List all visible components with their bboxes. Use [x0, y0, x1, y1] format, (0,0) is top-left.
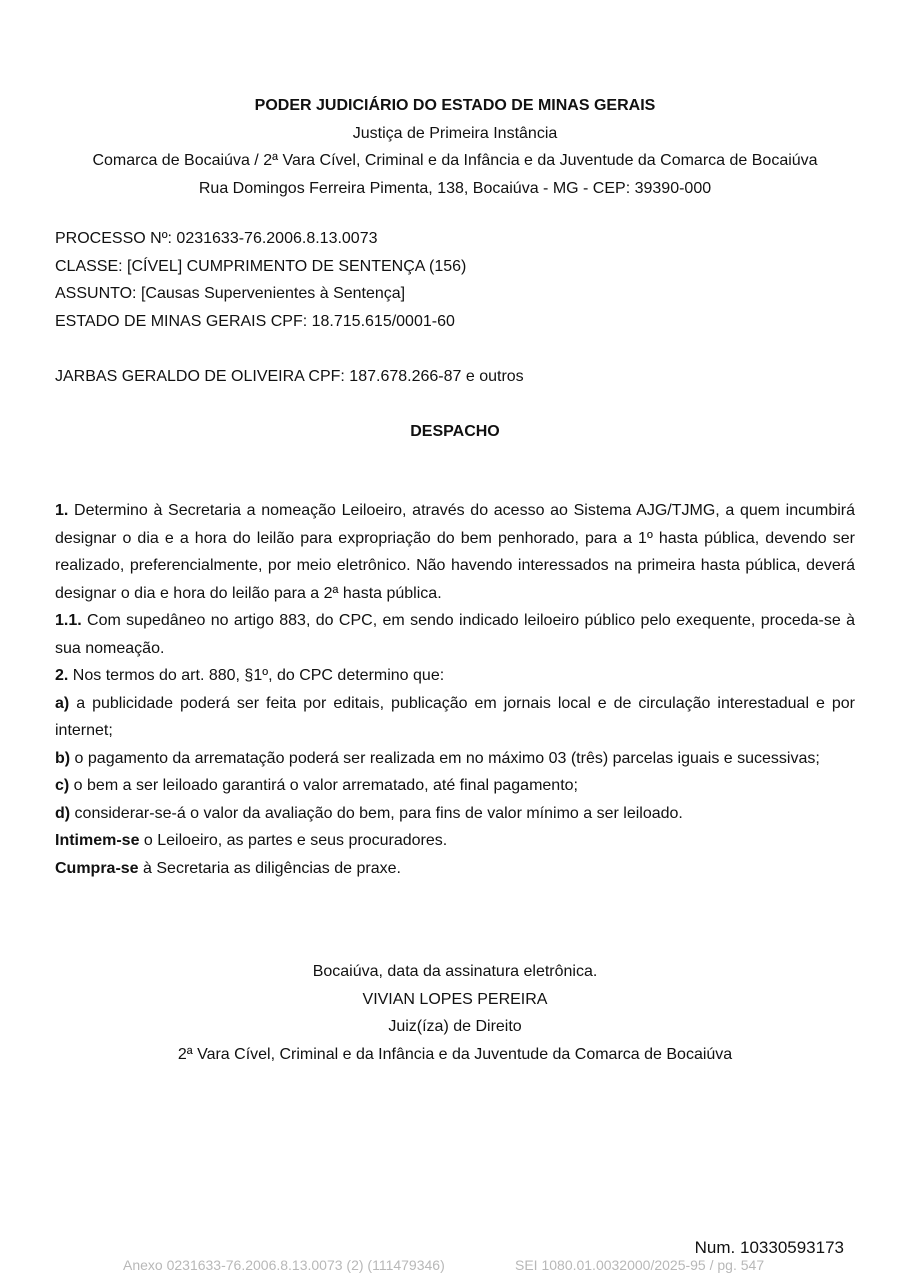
- paragraph-label: a): [55, 694, 70, 712]
- paragraph-text: Com supedâneo no artigo 883, do CPC, em sendo indicado leiloeiro público pelo exequente, proceda-se à sua nomeação.: [55, 612, 855, 657]
- paragraph-text: Nos termos do art. 880, §1º, do CPC determino que:: [68, 667, 445, 684]
- signature-block: [0, 958, 910, 1068]
- process-info: [55, 225, 855, 335]
- process-class: CLASSE: [CÍVEL] CUMPRIMENTO DE SENTENÇA (156): [55, 257, 467, 275]
- document-title: DESPACHO: [410, 423, 500, 440]
- paragraph-text: o Leiloeiro, as partes e seus procuradores.: [139, 832, 448, 849]
- paragraph-label: 1.1.: [55, 612, 82, 629]
- process-subject: ASSUNTO: [Causas Supervenientes à Sentença]: [55, 285, 406, 302]
- paragraph-text: o pagamento da arrematação poderá ser realizada em no máximo 03 (três) parcelas iguais e sucessivas;: [70, 749, 820, 767]
- document-number: Num. 10330593173: [694, 1238, 844, 1257]
- judge-title: Juiz(íza) de Direito: [388, 1018, 522, 1035]
- paragraph-label: 1.: [55, 502, 69, 519]
- address-line: Rua Domingos Ferreira Pimenta, 138, Bocaiúva - MG - CEP: 39390-000: [198, 179, 712, 197]
- instance-line: Justiça de Primeira Instância: [352, 124, 558, 142]
- paragraph-text: a publicidade poderá ser feita por editais, publicação em jornais local e de circulação interestadual e por internet;: [55, 694, 855, 739]
- paragraph-label: d): [55, 804, 71, 822]
- process-party-1: ESTADO DE MINAS GERAIS CPF: 18.715.615/0001-60: [55, 312, 455, 330]
- process-number: PROCESSO Nº: 0231633-76.2006.8.13.0073: [55, 230, 378, 247]
- footer-annex: Anexo 0231633-76.2006.8.13.0073 (2) (111479346): [123, 1257, 445, 1273]
- footer-sei-page: SEI 1080.01.0032000/2025-95 / pg. 547: [515, 1257, 765, 1273]
- paragraph: [55, 662, 855, 690]
- document-header: [0, 92, 910, 202]
- paragraph: [55, 497, 855, 607]
- court-unit: 2ª Vara Cível, Criminal e da Infância e da Juventude da Comarca de Bocaiúva: [177, 1045, 733, 1063]
- paragraph: [55, 800, 855, 828]
- paragraph-label: b): [55, 749, 71, 767]
- judge-name: VIVIAN LOPES PEREIRA: [362, 990, 548, 1008]
- paragraph-text: Determino à Secretaria a nomeação Leiloeiro, através do acesso ao Sistema AJG/TJMG, a quem incumbirá designar o dia e a hora do leilão para expropriação do bem penhorado, para a 1º hasta pública, devendo ser realizado, preferencialmente, por meio eletrônico. Não havendo interessados na primeira hasta pública, deverá designar o dia e hora do leilão para a 2ª hasta pública.: [55, 502, 855, 602]
- paragraph-label: 2.: [55, 667, 69, 684]
- process-party-2: JARBAS GERALDO DE OLIVEIRA CPF: 187.678.266-87 e outros: [55, 368, 524, 385]
- paragraph-label: Intimem-se: [55, 832, 140, 849]
- court-name: PODER JUDICIÁRIO DO ESTADO DE MINAS GERAIS: [254, 97, 656, 114]
- paragraph: [55, 607, 855, 662]
- paragraph: [55, 827, 855, 855]
- paragraph-text: à Secretaria as diligências de praxe.: [138, 859, 401, 877]
- paragraph: [55, 690, 855, 745]
- district-line: Comarca de Bocaiúva / 2ª Vara Cível, Criminal e da Infância e da Juventude da Comarca de Bocaiúva: [92, 152, 818, 169]
- paragraph: [55, 855, 855, 883]
- paragraph-text: considerar-se-á o valor da avaliação do bem, para fins de valor mínimo a ser leiloado.: [70, 804, 683, 822]
- paragraph-label: c): [55, 777, 70, 794]
- paragraph-text: o bem a ser leiloado garantirá o valor arrematado, até final pagamento;: [69, 777, 578, 794]
- paragraph: [55, 772, 855, 800]
- place-date: Bocaiúva, data da assinatura eletrônica.: [312, 963, 598, 980]
- paragraph: [55, 745, 855, 773]
- paragraph-label: Cumpra-se: [55, 859, 139, 877]
- order-body: [55, 497, 855, 882]
